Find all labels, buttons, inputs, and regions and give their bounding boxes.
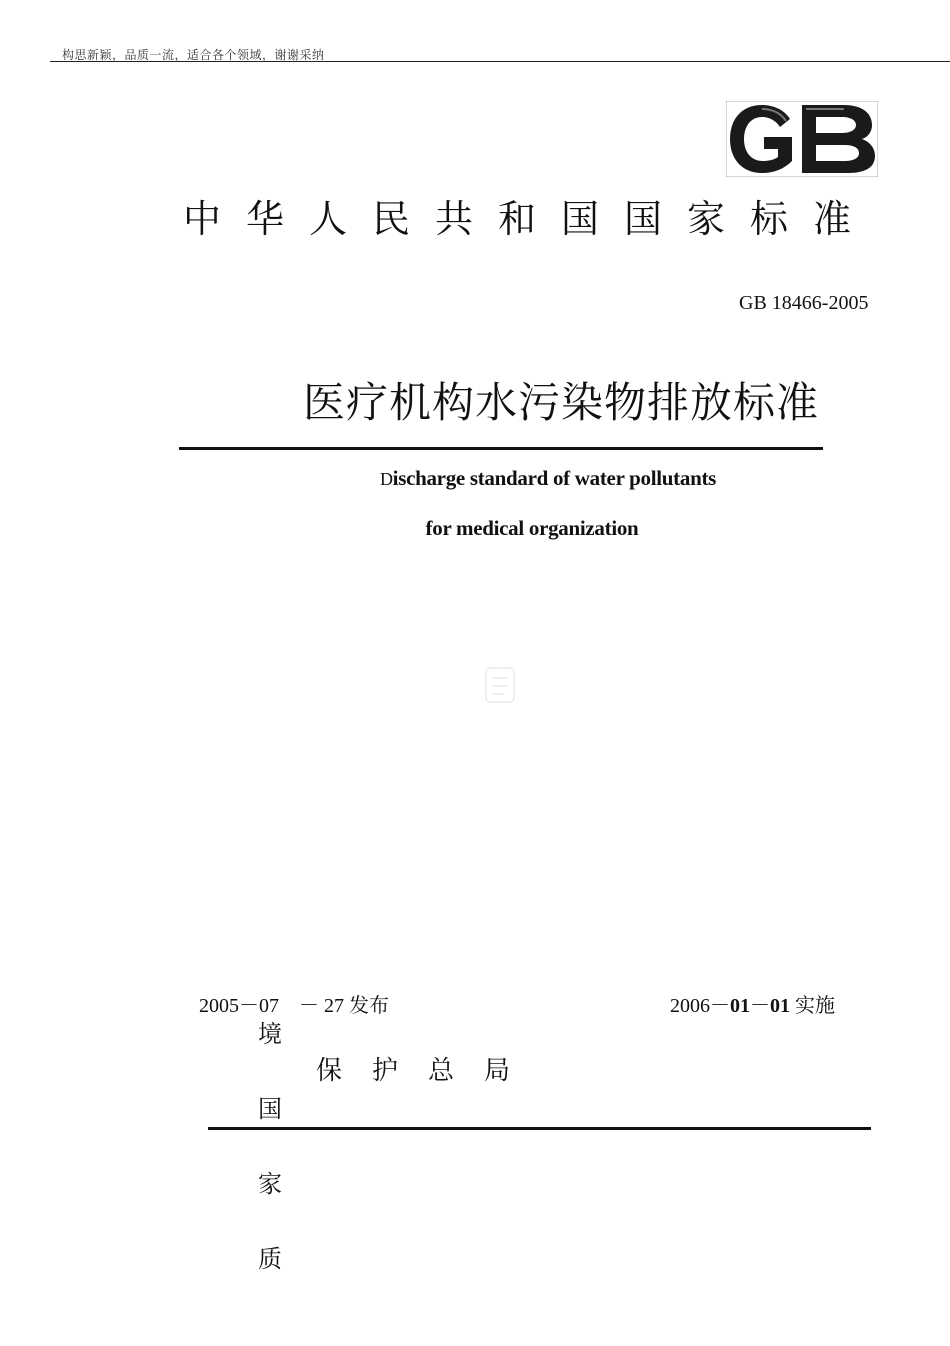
watermark-icon (480, 660, 520, 710)
top-rule (50, 61, 950, 62)
gb-logo-icon (726, 101, 878, 177)
issuer-char-1: 境 (258, 1020, 282, 1048)
top-banner: 构思新颖，品质一流，适合各个领域，谢谢采纳 (62, 48, 325, 62)
impl-year: 2006－ (670, 995, 730, 1017)
impl-label: 实施 (795, 995, 835, 1017)
issue-date (199, 989, 389, 1018)
standard-title-english-line1 (0, 466, 950, 491)
title-en-line1-rest: ischarge standard of water pollutants (392, 466, 717, 490)
standard-number: GB 18466-2005 (739, 292, 869, 314)
issuer-char-2: 国 (258, 1095, 282, 1123)
impl-day: 01 (770, 995, 790, 1017)
standard-category-title: 中华人民共和国国家标准 (183, 197, 877, 241)
title-rule (179, 447, 823, 450)
issue-date-value: 2005－07 － 27 (199, 995, 344, 1017)
impl-sep: － (750, 995, 770, 1017)
implementation-date (670, 989, 835, 1018)
standard-title-english-line2: for medical organization (425, 516, 639, 540)
issue-label: 发布 (349, 995, 389, 1017)
standard-title-chinese: 医疗机构水污染物排放标准 (303, 378, 820, 427)
impl-month: 01 (730, 995, 750, 1017)
issuer-rest: 保护总局 (316, 1056, 541, 1086)
bottom-rule (208, 1127, 871, 1130)
issuer-char-3: 家 (258, 1170, 282, 1198)
issuer-char-4: 质 (258, 1245, 282, 1273)
title-en-initial: D (379, 469, 393, 489)
